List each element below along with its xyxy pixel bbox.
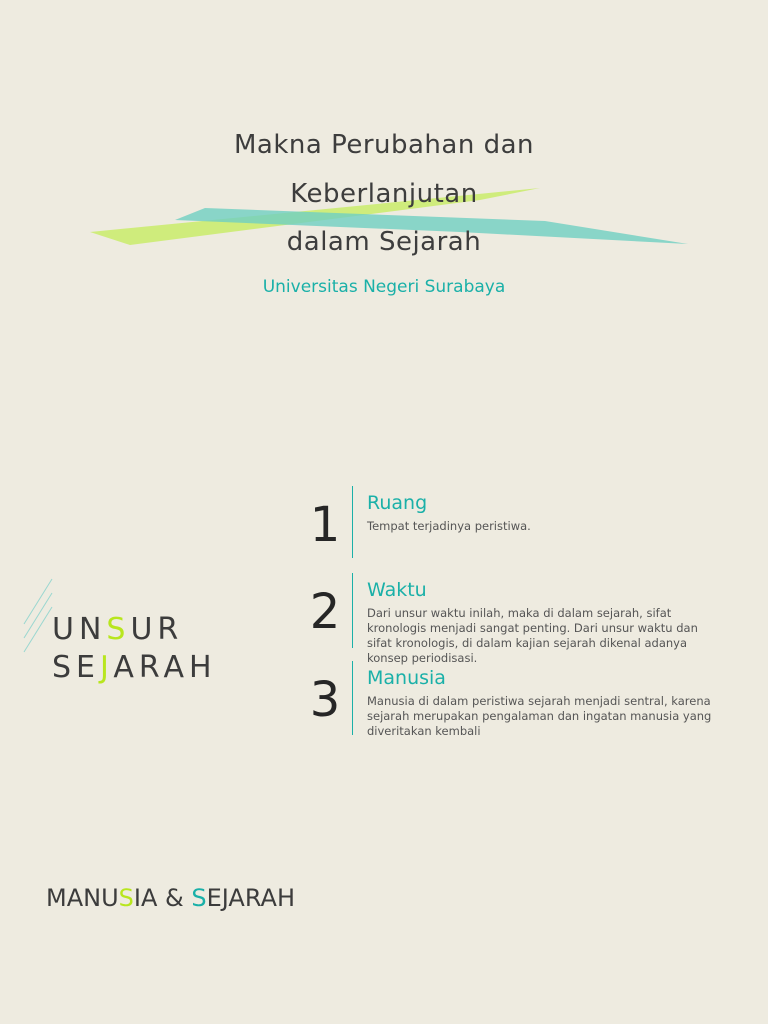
subtitle: Universitas Negeri Surabaya xyxy=(262,277,506,297)
item-title-waktu: Waktu xyxy=(367,579,427,601)
item-title-manusia: Manusia xyxy=(367,667,446,689)
footer-highlight-lime: S xyxy=(118,884,134,912)
item-desc-manusia: Manusia di dalam peristiwa sejarah menjadi sentral, karena sejarah merupakan pengalaman dan ingatan manusia yang diveritakan kembali xyxy=(367,694,712,738)
footer-heading xyxy=(46,884,295,912)
item-title-ruang: Ruang xyxy=(367,492,428,514)
item-number-1: 1 xyxy=(309,497,341,553)
title-line-1: Makna Perubahan dan xyxy=(233,130,535,160)
footer-text-a: MANU xyxy=(46,884,119,912)
item-divider-3 xyxy=(352,661,353,735)
sejarah-text-b: ARAH xyxy=(113,650,217,685)
footer-text-c: EJARAH xyxy=(206,884,295,912)
footer-highlight-teal: S xyxy=(191,884,207,912)
unsur-heading-line2 xyxy=(52,650,217,685)
title-line-2: Keberlanjutan xyxy=(290,179,478,209)
item-desc-waktu: Dari unsur waktu inilah, maka di dalam sejarah, sifat kronologis menjadi sangat penting. Dari unsur waktu dan sifat kronologis, di dalam kajian sejarah dikenal adanya konsep periodisasi. xyxy=(367,606,698,665)
item-number-3: 3 xyxy=(309,672,341,728)
item-divider-1 xyxy=(352,486,353,558)
item-number-2: 2 xyxy=(309,584,341,640)
footer-text-b: IA & xyxy=(133,884,192,912)
item-desc-ruang: Tempat terjadinya peristiwa. xyxy=(367,519,531,533)
item-divider-2 xyxy=(352,573,353,648)
sejarah-highlight-letter: J xyxy=(100,650,114,685)
unsur-text-a: UN xyxy=(52,612,107,647)
diagonal-lines-decoration xyxy=(24,579,52,652)
unsur-text-b: UR xyxy=(130,612,184,647)
unsur-highlight-letter: S xyxy=(106,612,131,647)
title-line-3: dalam Sejarah xyxy=(286,227,482,257)
unsur-heading-line1 xyxy=(52,612,183,647)
sejarah-text-a: SE xyxy=(52,650,100,685)
